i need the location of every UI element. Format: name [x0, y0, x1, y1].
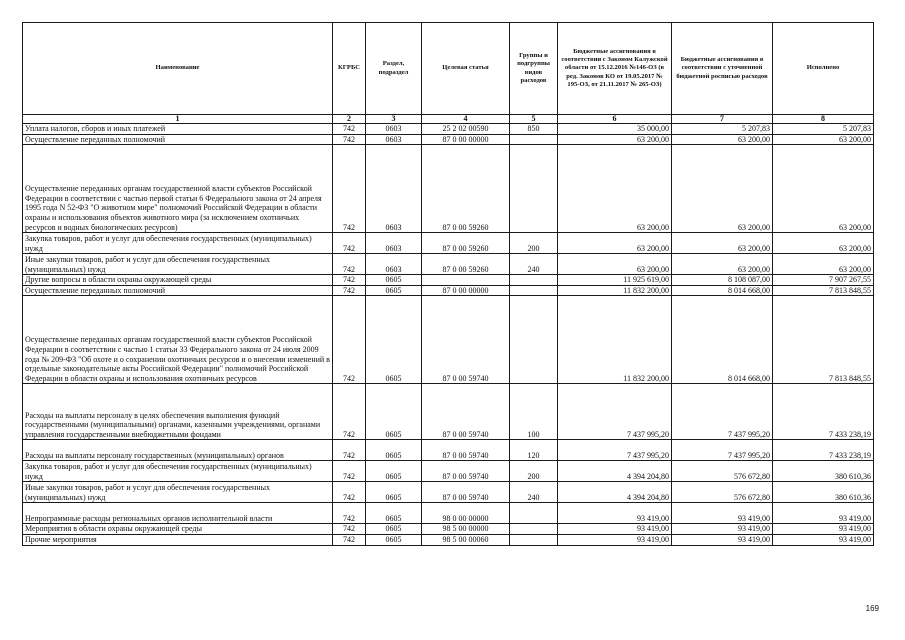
header-groups: Группы и подгруппы видов расходов	[510, 23, 558, 115]
row-ktrbs: 742	[333, 440, 366, 461]
row-executed: 7 813 848,55	[773, 296, 874, 384]
row-executed: 63 200,00	[773, 254, 874, 275]
table-row	[23, 124, 874, 135]
row-group: 240	[510, 254, 558, 275]
row-group: 200	[510, 233, 558, 254]
row-budget-law: 11 832 200,00	[558, 296, 672, 384]
row-budget-updated: 63 200,00	[672, 254, 773, 275]
table-body	[23, 124, 874, 546]
row-budget-law: 63 200,00	[558, 254, 672, 275]
row-section: 0605	[366, 285, 422, 296]
row-budget-law: 7 437 995,20	[558, 440, 672, 461]
row-section: 0605	[366, 275, 422, 286]
row-section: 0603	[366, 233, 422, 254]
row-section: 0605	[366, 440, 422, 461]
row-budget-updated: 7 437 995,20	[672, 384, 773, 440]
header-target: Целевая статья	[422, 23, 510, 115]
row-target: 87 0 00 59260	[422, 254, 510, 275]
row-section: 0603	[366, 134, 422, 145]
column-number: 1	[23, 115, 333, 124]
row-section: 0603	[366, 145, 422, 233]
column-number: 4	[422, 115, 510, 124]
row-ktrbs: 742	[333, 134, 366, 145]
row-target: 87 0 00 59740	[422, 384, 510, 440]
table-row	[23, 233, 874, 254]
row-name: Уплата налогов, сборов и иных платежей	[23, 124, 333, 135]
row-name: Осуществление переданных органам государственной власти субъектов Российской Федерации в соответствии с частью первой статьи 6 Федерального закона от 24 апреля 1995 года N 52-ФЗ "О животном мире" полномочий Российской Федерации в области охраны и использования объектов животного мира (за исключением охотничьих ресурсов и водных биологических ресурсов)	[23, 145, 333, 233]
row-section: 0605	[366, 482, 422, 503]
header-section: Раздел, подраздел	[366, 23, 422, 115]
row-name: Другие вопросы в области охраны окружающей среды	[23, 275, 333, 286]
table-row	[23, 503, 874, 524]
row-budget-law: 4 394 204,80	[558, 461, 672, 482]
row-executed: 93 419,00	[773, 534, 874, 545]
table-row	[23, 482, 874, 503]
row-group	[510, 134, 558, 145]
row-executed: 7 433 238,19	[773, 384, 874, 440]
row-budget-updated: 63 200,00	[672, 134, 773, 145]
header-row	[23, 23, 874, 115]
row-budget-updated: 5 207,83	[672, 124, 773, 135]
row-name: Расходы на выплаты персоналу в целях обеспечения выполнения функций государственными (муниципальными) органами, казенными учреждениями, органами управления государственными внебюджетными фондами	[23, 384, 333, 440]
row-executed: 93 419,00	[773, 503, 874, 524]
page-number: 169	[865, 604, 879, 613]
row-executed: 63 200,00	[773, 134, 874, 145]
row-name: Мероприятия в области охраны окружающей среды	[23, 524, 333, 535]
row-section: 0605	[366, 534, 422, 545]
row-budget-updated: 576 672,80	[672, 461, 773, 482]
row-section: 0603	[366, 124, 422, 135]
row-name: Осуществление переданных полномочий	[23, 285, 333, 296]
row-name: Непрограммные расходы региональных органов исполнительной власти	[23, 503, 333, 524]
row-budget-law: 63 200,00	[558, 134, 672, 145]
budget-table	[22, 22, 874, 546]
row-group	[510, 285, 558, 296]
row-target: 87 0 00 59260	[422, 145, 510, 233]
row-executed: 380 610,36	[773, 482, 874, 503]
row-ktrbs: 742	[333, 296, 366, 384]
row-group	[510, 524, 558, 535]
table-row	[23, 524, 874, 535]
header-budget-updated: Бюджетные ассигнования в соответствии с уточненной бюджетной росписью расходов	[672, 23, 773, 115]
row-section: 0605	[366, 384, 422, 440]
row-target: 98 5 00 00060	[422, 534, 510, 545]
column-number: 5	[510, 115, 558, 124]
row-budget-updated: 8 014 668,00	[672, 285, 773, 296]
table-row	[23, 254, 874, 275]
row-name: Осуществление переданных органам государственной власти субъектов Российской Федерации в соответствии с частью 1 статьи 33 Федерального закона от 24 июля 2009 года № 209-ФЗ "Об охоте и о сохранении охотничьих ресурсов и о внесении изменений в отдельные законодательные акты Российской Федерации" полномочий Российской Федерации в области охраны и использования охотничьих ресурсов	[23, 296, 333, 384]
row-budget-updated: 63 200,00	[672, 145, 773, 233]
row-executed: 7 907 267,55	[773, 275, 874, 286]
row-budget-law: 93 419,00	[558, 524, 672, 535]
column-number: 8	[773, 115, 874, 124]
row-group	[510, 145, 558, 233]
row-ktrbs: 742	[333, 285, 366, 296]
row-name: Осуществление переданных полномочий	[23, 134, 333, 145]
table-row	[23, 534, 874, 545]
row-target: 87 0 00 59260	[422, 233, 510, 254]
row-name: Прочие мероприятия	[23, 534, 333, 545]
row-section: 0605	[366, 296, 422, 384]
row-ktrbs: 742	[333, 534, 366, 545]
row-group	[510, 503, 558, 524]
table-row	[23, 134, 874, 145]
column-number-row	[23, 115, 874, 124]
row-executed: 7 433 238,19	[773, 440, 874, 461]
table-row	[23, 461, 874, 482]
row-ktrbs: 742	[333, 233, 366, 254]
row-group	[510, 534, 558, 545]
row-ktrbs: 742	[333, 254, 366, 275]
row-group: 100	[510, 384, 558, 440]
header-name: Наименование	[23, 23, 333, 115]
row-budget-law: 11 832 200,00	[558, 285, 672, 296]
row-ktrbs: 742	[333, 482, 366, 503]
row-group	[510, 275, 558, 286]
budget-sheet	[22, 22, 873, 546]
column-number: 2	[333, 115, 366, 124]
table-row	[23, 275, 874, 286]
row-section: 0605	[366, 503, 422, 524]
header-ktrbs: КГРБС	[333, 23, 366, 115]
row-name: Закупка товаров, работ и услуг для обеспечения государственных (муниципальных) нужд	[23, 233, 333, 254]
row-group: 240	[510, 482, 558, 503]
row-budget-updated: 93 419,00	[672, 503, 773, 524]
table-row	[23, 296, 874, 384]
row-budget-law: 4 394 204,80	[558, 482, 672, 503]
row-target: 98 5 00 00000	[422, 524, 510, 535]
row-budget-law: 7 437 995,20	[558, 384, 672, 440]
row-target: 87 0 00 59740	[422, 296, 510, 384]
row-executed: 93 419,00	[773, 524, 874, 535]
row-group: 850	[510, 124, 558, 135]
table-row	[23, 285, 874, 296]
row-name: Закупка товаров, работ и услуг для обеспечения государственных (муниципальных) нужд	[23, 461, 333, 482]
row-ktrbs: 742	[333, 384, 366, 440]
row-ktrbs: 742	[333, 524, 366, 535]
header-budget-law: Бюджетные ассигнования в соответствии с Законом Калужской области от 15.12.2016 №146-ОЗ (в ред. Законов КО от 19.05.2017 № 195-ОЗ, от 21.11.2017 № 265-ОЗ)	[558, 23, 672, 115]
row-budget-updated: 93 419,00	[672, 524, 773, 535]
row-target: 98 0 00 00000	[422, 503, 510, 524]
row-section: 0603	[366, 254, 422, 275]
row-budget-law: 63 200,00	[558, 145, 672, 233]
row-budget-updated: 93 419,00	[672, 534, 773, 545]
row-ktrbs: 742	[333, 461, 366, 482]
row-budget-law: 63 200,00	[558, 233, 672, 254]
row-target: 25 2 02 00590	[422, 124, 510, 135]
row-group: 200	[510, 461, 558, 482]
row-executed: 63 200,00	[773, 145, 874, 233]
row-name: Расходы на выплаты персоналу государственных (муниципальных) органов	[23, 440, 333, 461]
row-budget-law: 11 925 619,00	[558, 275, 672, 286]
row-budget-updated: 576 672,80	[672, 482, 773, 503]
row-budget-law: 35 000,00	[558, 124, 672, 135]
row-section: 0605	[366, 524, 422, 535]
row-executed: 5 207,83	[773, 124, 874, 135]
table-row	[23, 384, 874, 440]
row-executed: 380 610,36	[773, 461, 874, 482]
row-ktrbs: 742	[333, 124, 366, 135]
column-number: 7	[672, 115, 773, 124]
column-number: 3	[366, 115, 422, 124]
row-budget-updated: 8 014 668,00	[672, 296, 773, 384]
row-ktrbs: 742	[333, 275, 366, 286]
row-executed: 63 200,00	[773, 233, 874, 254]
row-ktrbs: 742	[333, 503, 366, 524]
row-target: 87 0 00 00000	[422, 134, 510, 145]
row-section: 0605	[366, 461, 422, 482]
row-target: 87 0 00 59740	[422, 482, 510, 503]
row-name: Иные закупки товаров, работ и услуг для обеспечения государственных (муниципальных) нужд	[23, 254, 333, 275]
row-budget-law: 93 419,00	[558, 503, 672, 524]
table-row	[23, 440, 874, 461]
column-number: 6	[558, 115, 672, 124]
row-budget-updated: 63 200,00	[672, 233, 773, 254]
row-budget-updated: 7 437 995,20	[672, 440, 773, 461]
row-ktrbs: 742	[333, 145, 366, 233]
row-target: 87 0 00 59740	[422, 461, 510, 482]
row-budget-law: 93 419,00	[558, 534, 672, 545]
row-target: 87 0 00 00000	[422, 285, 510, 296]
row-budget-updated: 8 108 087,00	[672, 275, 773, 286]
row-group: 120	[510, 440, 558, 461]
row-executed: 7 813 848,55	[773, 285, 874, 296]
header-executed: Исполнено	[773, 23, 874, 115]
row-target: 87 0 00 59740	[422, 440, 510, 461]
row-target	[422, 275, 510, 286]
table-row	[23, 145, 874, 233]
row-group	[510, 296, 558, 384]
row-name: Иные закупки товаров, работ и услуг для обеспечения государственных (муниципальных) нужд	[23, 482, 333, 503]
